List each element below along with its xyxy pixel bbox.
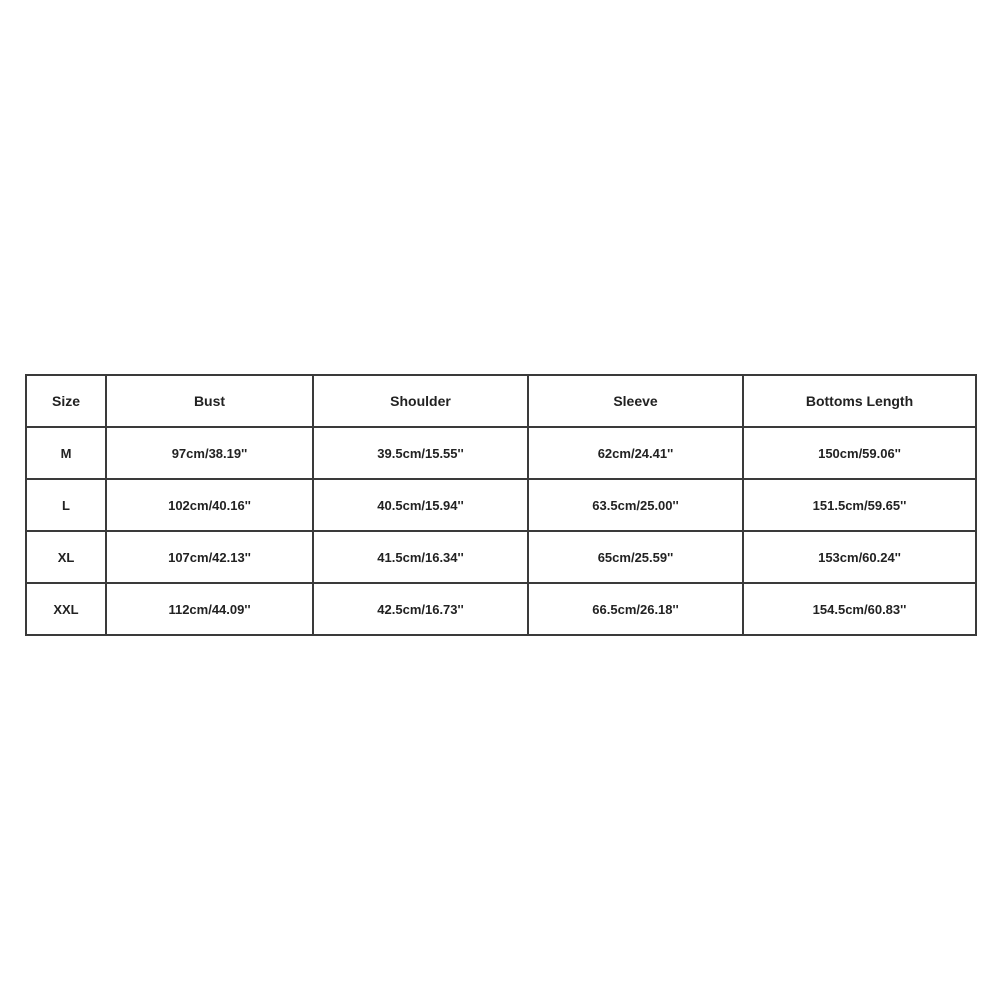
cell-bottoms-length: 153cm/60.24'' (743, 531, 976, 583)
header-row (26, 375, 976, 427)
cell-bust: 107cm/42.13'' (106, 531, 313, 583)
cell-sleeve: 66.5cm/26.18'' (528, 583, 743, 635)
table-row (26, 583, 976, 635)
size-chart-header (26, 375, 976, 427)
cell-shoulder: 42.5cm/16.73'' (313, 583, 528, 635)
cell-bust: 102cm/40.16'' (106, 479, 313, 531)
cell-bottoms-length: 154.5cm/60.83'' (743, 583, 976, 635)
cell-shoulder: 41.5cm/16.34'' (313, 531, 528, 583)
header-size: Size (26, 375, 106, 427)
cell-bust: 97cm/38.19'' (106, 427, 313, 479)
cell-bottoms-length: 150cm/59.06'' (743, 427, 976, 479)
cell-size: XL (26, 531, 106, 583)
size-chart-body (26, 427, 976, 635)
header-bottoms-length: Bottoms Length (743, 375, 976, 427)
cell-size: M (26, 427, 106, 479)
header-shoulder: Shoulder (313, 375, 528, 427)
cell-bottoms-length: 151.5cm/59.65'' (743, 479, 976, 531)
cell-shoulder: 39.5cm/15.55'' (313, 427, 528, 479)
cell-bust: 112cm/44.09'' (106, 583, 313, 635)
table-row (26, 531, 976, 583)
cell-shoulder: 40.5cm/15.94'' (313, 479, 528, 531)
size-chart-table (25, 374, 977, 636)
cell-size: L (26, 479, 106, 531)
header-bust: Bust (106, 375, 313, 427)
cell-sleeve: 63.5cm/25.00'' (528, 479, 743, 531)
cell-size: XXL (26, 583, 106, 635)
header-sleeve: Sleeve (528, 375, 743, 427)
table-row (26, 427, 976, 479)
table-row (26, 479, 976, 531)
cell-sleeve: 62cm/24.41'' (528, 427, 743, 479)
cell-sleeve: 65cm/25.59'' (528, 531, 743, 583)
